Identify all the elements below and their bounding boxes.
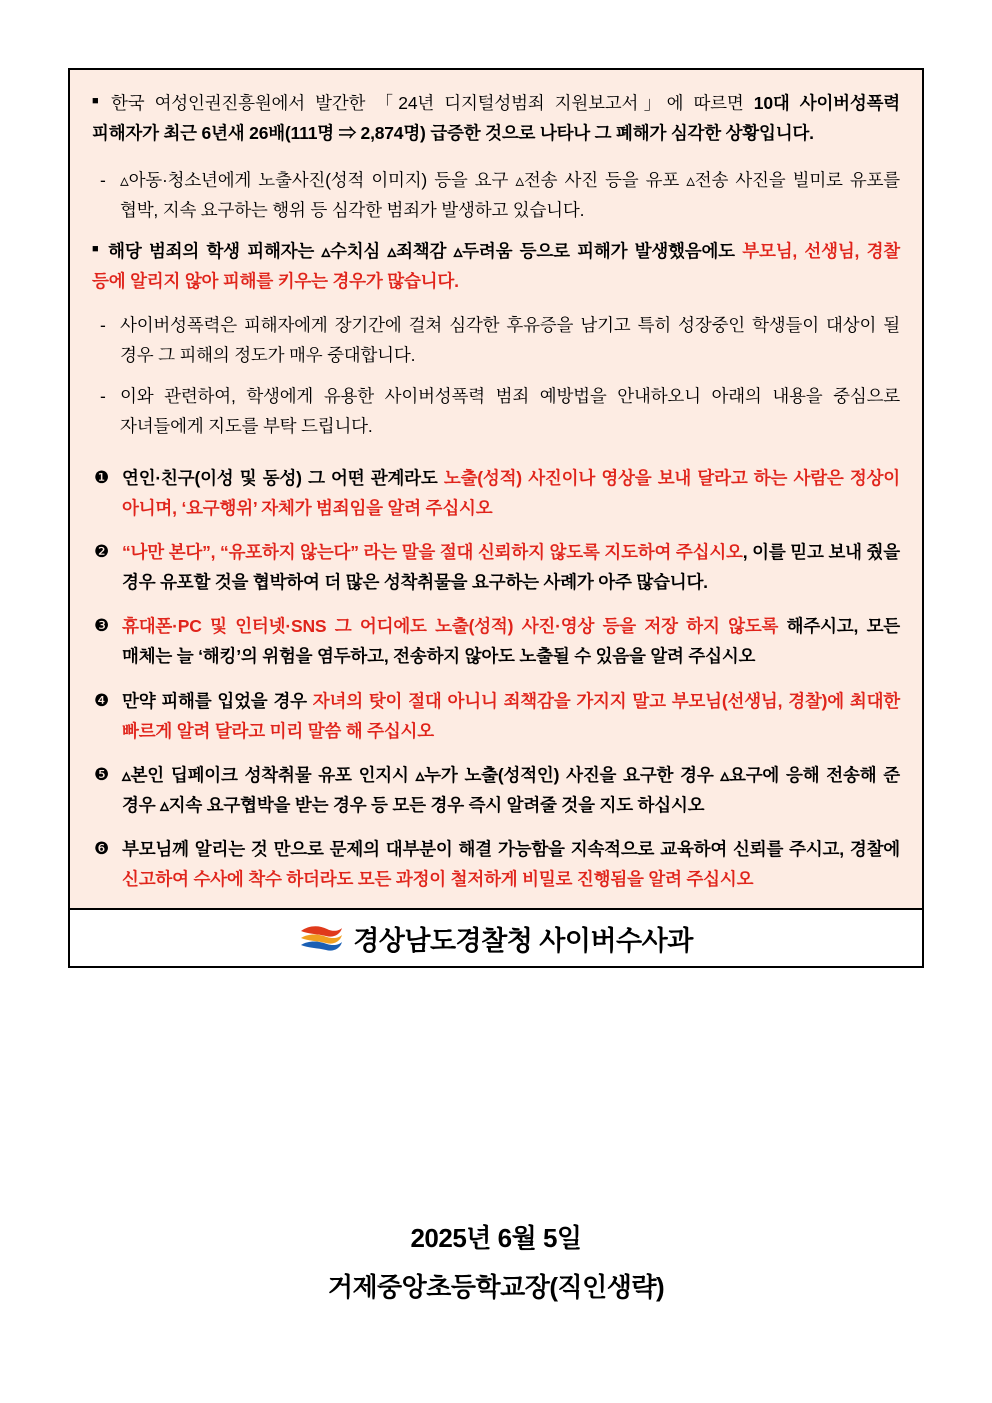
dash-bullet-icon: - bbox=[100, 385, 106, 406]
list-item-text-highlight: 자녀의 탓이 절대 아니니 죄책감을 가지지 말고 부모님(선생님, 경찰)에 최대한 빠르게 알려 달라고 미리 말씀 해 주십시오 bbox=[122, 690, 900, 741]
prevention-tips-list bbox=[92, 463, 900, 894]
list-number-icon: ❹ bbox=[94, 690, 110, 710]
organization-bar bbox=[70, 908, 922, 966]
list-number-icon: ❷ bbox=[94, 542, 110, 562]
paragraph-text-bold: 해당 범죄의 학생 피해자는 ▵수치심 ▵죄책감 ▵두려움 등으로 피해가 발생했음에도 bbox=[108, 241, 743, 262]
list-item-text-bold: 만약 피해를 입었을 경우 bbox=[122, 690, 313, 711]
list-item bbox=[92, 463, 900, 523]
list-item bbox=[92, 611, 900, 671]
list-item bbox=[92, 537, 900, 597]
notice-box bbox=[68, 68, 924, 968]
paragraph-text-plain: ▵아동·청소년에게 노출사진(성적 이미지) 등을 요구 ▵전송 사진 등을 유포 ▵전송 사진을 빌미로 유포를 협박, 지속 요구하는 행위 등 심각한 범죄가 발생하고 있습니다. bbox=[120, 170, 900, 221]
list-number-icon: ❸ bbox=[94, 616, 110, 636]
square-bullet-icon: ■ bbox=[92, 94, 104, 107]
paragraph-text-plain: 사이버성폭력은 피해자에게 장기간에 걸쳐 심각한 후유증을 남기고 특히 성장중인 학생들이 대상이 될 경우 그 피해의 정도가 매우 중대합니다. bbox=[120, 314, 900, 365]
dash-bullet-icon: - bbox=[100, 170, 106, 191]
notice-paragraph bbox=[92, 88, 900, 148]
list-item-text-highlight: 휴대폰·PC 및 인터넷·SNS 그 어디에도 노출(성적) 사진·영상 등을 저장 하지 않도록 bbox=[122, 616, 779, 637]
list-item-text-bold: , 이를 믿고 보내 줬을 경우 유포할 것을 협박하여 더 많은 성착취물을 요구하는 사례가 아주 많습니다. bbox=[122, 542, 901, 593]
list-item-text-bold: ▵본인 딥페이크 성착취물 유포 인지시 ▵누가 노출(성적인) 사진을 요구한 경우 ▵요구에 응해 전송해 준 경우 ▵지속 요구협박을 받는 경우 등 모든 경우 즉시 알려줄 것을 지도 하십시오 bbox=[122, 764, 900, 815]
list-item-text-bold: 연인·친구(이성 및 동성) 그 어떤 관계라도 bbox=[122, 467, 444, 488]
list-item bbox=[92, 834, 900, 894]
list-number-icon: ❻ bbox=[94, 838, 110, 858]
list-item-text-bold: 해주시고, 모든 매체는 늘 ‘해킹’의 위험을 염두하고, 전송하지 않아도 노출될 수 있음을 알려 주십시오 bbox=[122, 616, 900, 667]
paragraph-text-highlight: 부모님, 선생님, 경찰 등에 알리지 않아 피해를 키우는 경우가 많습니다. bbox=[92, 241, 901, 292]
notice-paragraph bbox=[92, 310, 900, 370]
signature-block bbox=[0, 1218, 992, 1304]
list-item-text-highlight: 노출(성적) 사진이나 영상을 보내 달라고 하는 사람은 정상이 아니며, ‘요구행위’ 자체가 범죄임을 알려 주십시오 bbox=[122, 467, 901, 519]
police-emblem-icon bbox=[299, 923, 343, 953]
paragraph-text-bold: 10대 사이버성폭력 피해자가 최근 6년새 26배(111명 ⇒ 2,874명) 급증한 것으로 나타나 그 폐해가 심각한 상황입니다. bbox=[92, 93, 900, 144]
list-item-text-highlight: 신고하여 수사에 착수 하더라도 모든 과정이 철저하게 비밀로 진행됨을 알려 주십시오 bbox=[122, 868, 754, 889]
signature-signer: 거제중앙초등학교장(직인생략) bbox=[327, 1272, 665, 1302]
list-number-icon: ❺ bbox=[94, 764, 110, 784]
list-item bbox=[92, 686, 900, 746]
paragraph-text-plain: 한국 여성인권진흥원에서 발간한 「24년 디지털성범죄 지원보고서」에 따르면 bbox=[110, 93, 754, 113]
square-bullet-icon: ■ bbox=[92, 243, 102, 256]
signature-date: 2025년 6월 5일 bbox=[410, 1223, 582, 1253]
notice-paragraph bbox=[92, 381, 900, 441]
notice-paragraph bbox=[92, 165, 900, 225]
organization-name: 경상남도경찰청 사이버수사과 bbox=[353, 925, 693, 956]
paragraph-text-plain: 이와 관련하여, 학생에게 유용한 사이버성폭력 범죄 예방법을 안내하오니 아래의 내용을 중심으로 자녀들에게 지도를 부탁 드립니다. bbox=[120, 385, 900, 436]
list-item-text-highlight: “나만 본다”, “유포하지 않는다” 라는 말을 절대 신뢰하지 않도록 지도하여 주십시오 bbox=[122, 542, 743, 563]
list-number-icon: ❶ bbox=[94, 467, 110, 487]
list-item-text-bold: 부모님께 알리는 것 만으로 문제의 대부분이 해결 가능함을 지속적으로 교육하여 신뢰를 주시고, 경찰에 bbox=[122, 838, 900, 859]
dash-bullet-icon: - bbox=[100, 314, 106, 335]
notice-paragraph bbox=[92, 236, 900, 296]
list-item bbox=[92, 760, 900, 820]
